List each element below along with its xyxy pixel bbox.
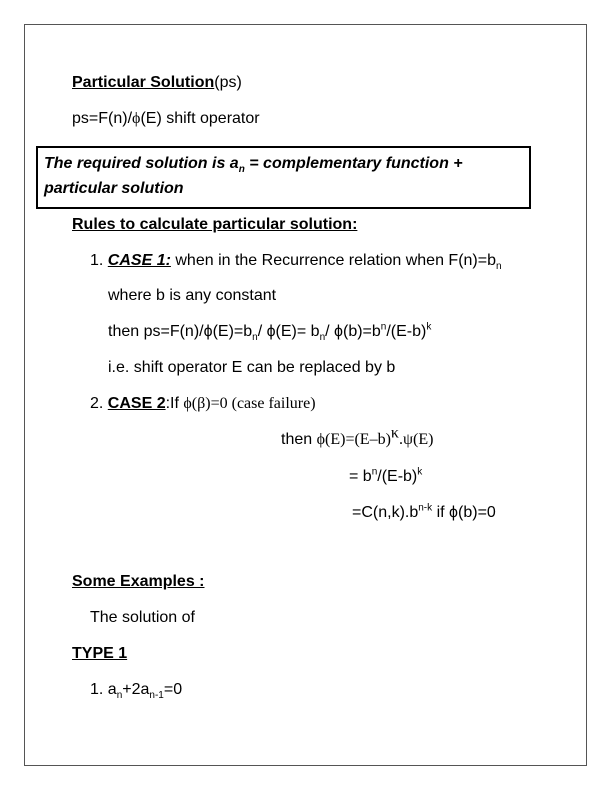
case2-l2-sup: κ (390, 424, 399, 442)
case2-line-3 (349, 467, 422, 487)
case1-line-1 (90, 251, 502, 271)
case2-text-serif: ϕ(β)=0 (case failure) (183, 395, 316, 412)
case1-l3-sub2: n (319, 332, 326, 344)
case2-line-4 (352, 503, 496, 523)
box-line1-sub: n (238, 164, 245, 176)
type-heading: TYPE 1 (72, 645, 128, 662)
examples-heading: Some Examples : (72, 573, 205, 590)
example-item-number: 1. (90, 681, 104, 698)
box-line1-b: = complementary function + (244, 155, 463, 172)
case2-l3-sup2: k (417, 466, 423, 478)
example-item-1 (90, 680, 182, 700)
case2-line-1 (90, 394, 316, 414)
case2-l2-serif: ϕ(E)=(E–b) (316, 431, 391, 448)
case1-l3-sup2: k (426, 321, 432, 333)
case1-l3-c: / ϕ(b)=b (325, 323, 381, 340)
shift-operator-line (72, 109, 260, 129)
section-heading (72, 73, 242, 93)
case2-label: CASE 2 (107, 395, 166, 412)
case2-number: 2. (90, 395, 104, 412)
case1-l3-sub1: n (252, 332, 258, 344)
case2-text-a: :If (165, 395, 184, 412)
case2-l4-sup: n-k (418, 502, 433, 514)
case2-l3-sup1: n (371, 466, 378, 478)
shift-line-text: ps=F(n)/ (72, 110, 133, 127)
case2-l3-a: = b (349, 468, 372, 485)
case2-l4-a: =C(n,k).b (352, 504, 419, 521)
rules-heading: Rules to calculate particular solution: (72, 216, 358, 233)
shift-line-phi: ϕ (132, 110, 141, 127)
case2-line-2 (281, 424, 434, 450)
example-item-c: =0 (163, 681, 183, 698)
heading-title: Particular Solution (72, 74, 215, 91)
case1-line-4: i.e. shift operator E can be replaced by b (108, 359, 396, 376)
required-solution-text (44, 151, 524, 201)
case1-l3-sup1: n (380, 321, 387, 333)
case1-l3-d: /(E-b) (386, 323, 427, 340)
box-line-1 (44, 151, 524, 176)
heading-suffix: (ps) (214, 74, 242, 91)
case2-l3-b: /(E-b) (377, 468, 418, 485)
case1-l3-a: then ps=F(n)/ϕ(E)=b (108, 323, 253, 340)
case1-l3-b: / ϕ(E)= b (257, 323, 320, 340)
box-line-2: particular solution (44, 180, 184, 197)
case1-number: 1. (90, 252, 104, 269)
case1-sub: n (495, 261, 502, 273)
example-item-a: a (107, 681, 117, 698)
examples-intro: The solution of (90, 609, 195, 626)
case2-l2-a: then (281, 431, 317, 448)
example-item-sub2: n-1 (149, 690, 164, 702)
case1-text: when in the Recurrence relation when F(n)=b (170, 252, 496, 269)
case1-line-3 (108, 322, 431, 342)
case1-line-2: where b is any constant (108, 287, 277, 304)
case1-label: CASE 1: (107, 252, 171, 269)
case2-l2-serif-b: .ψ(E) (398, 431, 434, 448)
case2-l4-b: if ϕ(b)=0 (432, 504, 496, 521)
box-line1-a: The required solution is a (44, 155, 239, 172)
example-item-sub1: n (116, 690, 123, 702)
shift-line-rest: (E) shift operator (140, 110, 260, 127)
example-item-b: +2a (122, 681, 150, 698)
